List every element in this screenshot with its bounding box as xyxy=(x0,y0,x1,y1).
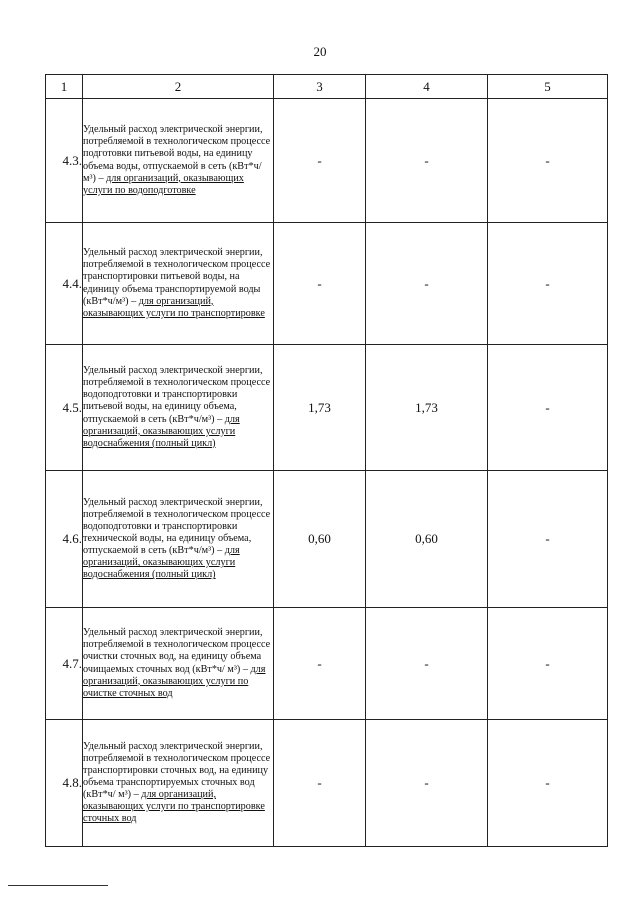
row-description xyxy=(83,99,274,223)
value-col-4: 0,60 xyxy=(366,471,488,608)
description-text: Удельный расход электрической энергии, потребляемой в технологическом процессе водоподготовки и транспортировки питьевой воды, на единицу объема, отпускаемой в сеть (кВт*ч/м³) – xyxy=(83,365,271,425)
value-col-5: - xyxy=(488,471,608,608)
table-row xyxy=(46,471,608,608)
value-col-5: - xyxy=(488,223,608,345)
row-description xyxy=(83,720,274,847)
row-number: 4.7. xyxy=(46,608,83,720)
page-number: 20 xyxy=(313,44,327,59)
description-text: Удельный расход электрической энергии, потребляемой в технологическом процессе водоподготовки и транспортировки технической воды, на единицу объема, отпускаемой в сеть (кВт*ч/м³) – xyxy=(83,496,271,557)
description-underlined-text: для организаций, оказывающих услуги по водоподготовке xyxy=(83,172,244,196)
row-number: 4.4. xyxy=(46,223,83,345)
value-col-5: - xyxy=(488,345,608,471)
value-col-4: - xyxy=(366,99,488,223)
value-col-3: - xyxy=(274,99,366,223)
row-description xyxy=(83,471,274,608)
footnote-divider xyxy=(8,885,108,886)
header-col-3: 3 xyxy=(274,75,366,99)
value-col-5: - xyxy=(488,720,608,847)
value-col-4: - xyxy=(366,608,488,720)
row-description xyxy=(83,223,274,345)
description-text: Удельный расход электрической энергии, потребляемой в технологическом процессе очистки сточных вод, на единицу объема очищаемых сточных вод (кВт*ч/ м³) – xyxy=(83,627,271,675)
table-row xyxy=(46,223,608,345)
description-text: Удельный расход электрической энергии, потребляемой в технологическом процессе транспортировки питьевой воды, на единицу объема транспортируемой воды (кВт*ч/м³) – xyxy=(83,247,271,307)
value-col-4: - xyxy=(366,720,488,847)
row-number: 4.5. xyxy=(46,345,83,471)
header-col-5: 5 xyxy=(488,75,608,99)
description-underlined-text: для организаций, оказывающих услуги водоснабжения (полный цикл) xyxy=(83,545,240,581)
value-col-3: 0,60 xyxy=(274,471,366,608)
row-number: 4.3. xyxy=(46,99,83,223)
table-row xyxy=(46,345,608,471)
value-col-3: - xyxy=(274,608,366,720)
description-text: Удельный расход электрической энергии, потребляемой в технологическом процессе транспортировки сточных вод, на единицу объема транспортируемых сточных вод (кВт*ч/ м³) – xyxy=(83,740,271,801)
value-col-5: - xyxy=(488,99,608,223)
indicators-table xyxy=(45,74,608,847)
description-underlined-text: для организаций, оказывающих услуги по транспортировке сточных вод xyxy=(83,789,265,825)
row-description xyxy=(83,608,274,720)
table-header-row xyxy=(46,75,608,99)
table-row xyxy=(46,99,608,223)
table-row xyxy=(46,608,608,720)
description-text: Удельный расход электрической энергии, потребляемой в технологическом процессе подготовки питьевой воды, на единицу объема воды, отпускаемой в сеть (кВт*ч/м³) – xyxy=(83,124,271,184)
row-number: 4.6. xyxy=(46,471,83,608)
row-description xyxy=(83,345,274,471)
value-col-4: 1,73 xyxy=(366,345,488,471)
value-col-5: - xyxy=(488,608,608,720)
header-col-2: 2 xyxy=(83,75,274,99)
description-underlined-text: для организаций, оказывающих услуги по транспортировке xyxy=(83,295,265,319)
value-col-3: 1,73 xyxy=(274,345,366,471)
description-underlined-text: для организаций, оказывающих услуги водоснабжения (полный цикл) xyxy=(83,413,240,449)
row-number: 4.8. xyxy=(46,720,83,847)
table-row xyxy=(46,720,608,847)
value-col-3: - xyxy=(274,720,366,847)
header-col-4: 4 xyxy=(366,75,488,99)
value-col-3: - xyxy=(274,223,366,345)
header-col-1: 1 xyxy=(46,75,83,99)
value-col-4: - xyxy=(366,223,488,345)
description-underlined-text: для организаций, оказывающих услуги по очистке сточных вод xyxy=(83,663,266,699)
